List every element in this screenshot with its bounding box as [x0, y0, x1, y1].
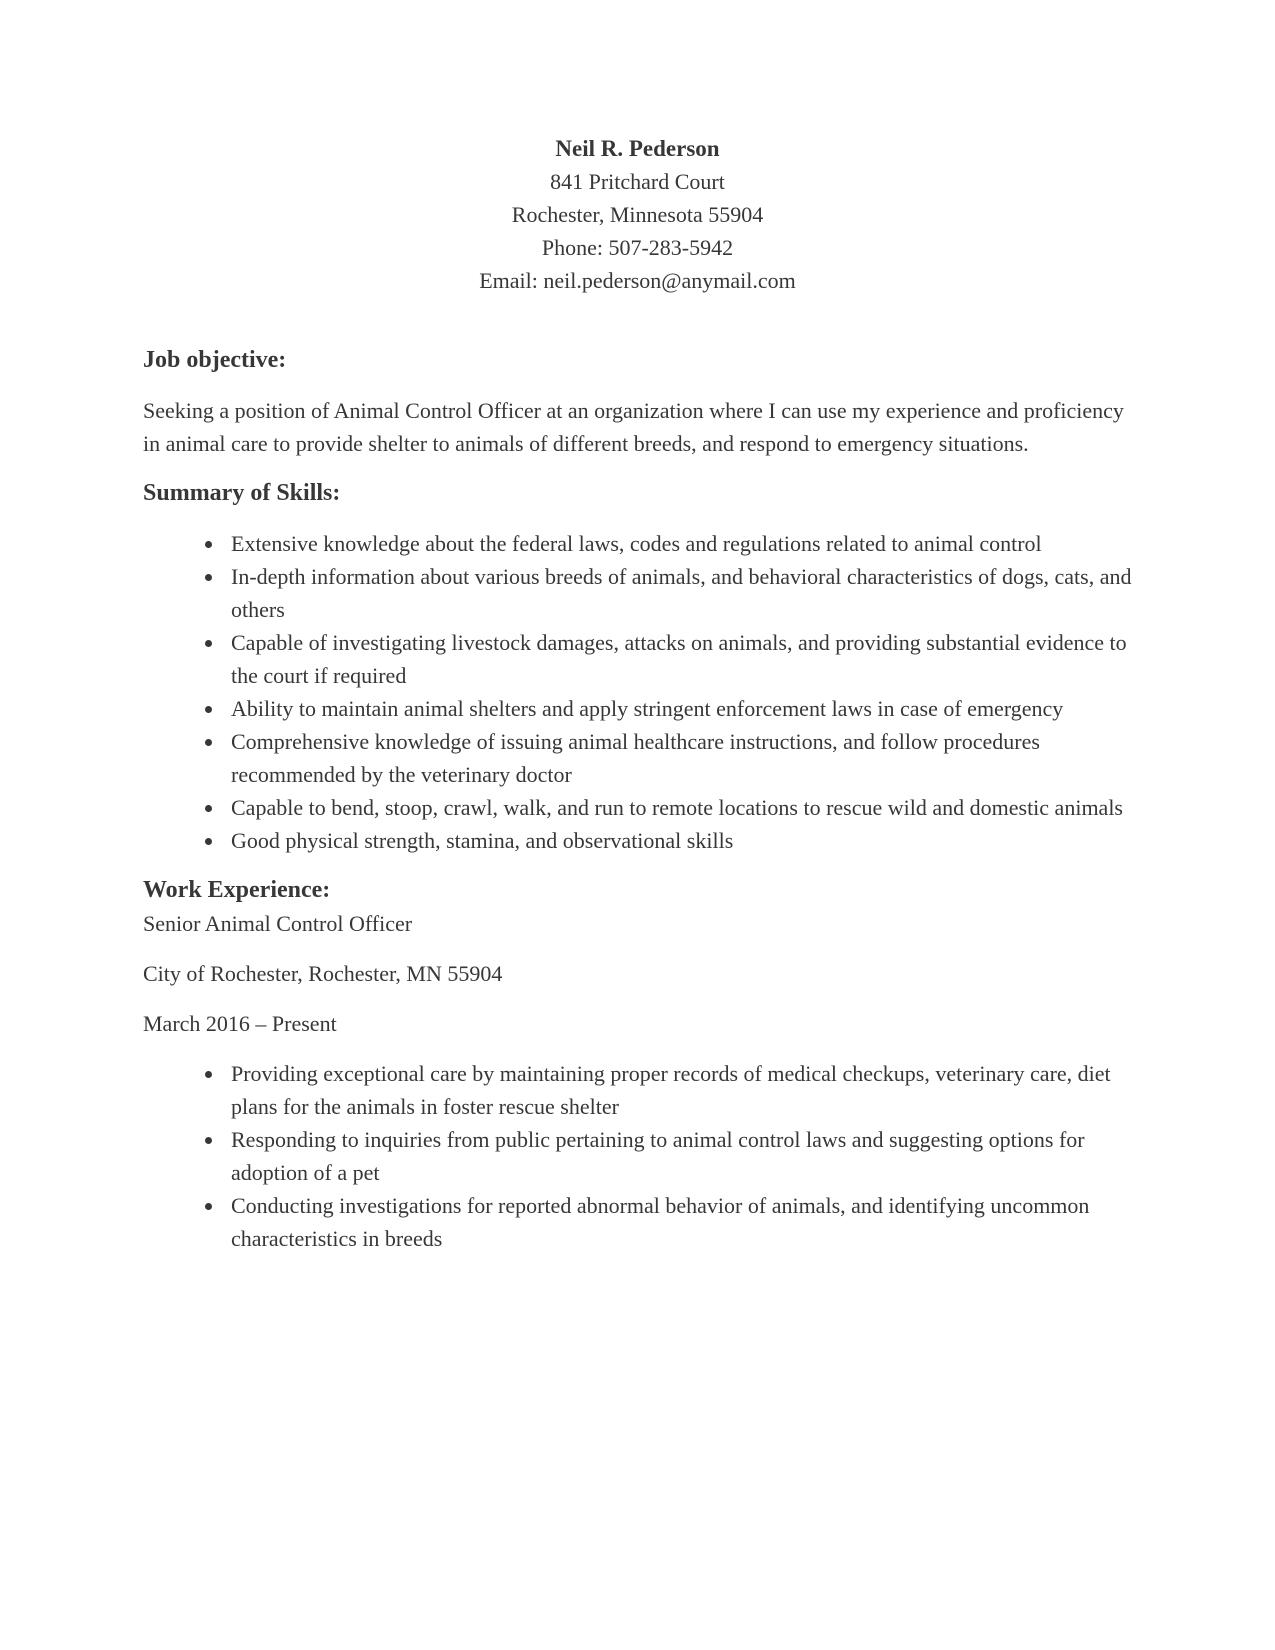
- skill-item: • Comprehensive knowledge of issuing animal healthcare instructions, and follow procedures recommended by the veterinary doctor: [225, 725, 1132, 791]
- job-objective-heading: Job objective:: [143, 347, 287, 373]
- experience-item: • Responding to inquiries from public pertaining to animal control laws and suggesting options for adoption of a pet: [225, 1123, 1132, 1189]
- contact-header: [143, 132, 1132, 297]
- skill-item: • Capable to bend, stoop, crawl, walk, and run to remote locations to rescue wild and domestic animals: [225, 791, 1132, 824]
- experience-item: • Providing exceptional care by maintaining proper records of medical checkups, veterinary care, diet plans for the animals in foster rescue shelter: [225, 1057, 1132, 1123]
- work-experience-list: [143, 1057, 1132, 1255]
- summary-of-skills-heading: Summary of Skills:: [143, 480, 341, 506]
- work-experience-heading: Work Experience:: [143, 877, 331, 903]
- person-name: Neil R. Pederson: [555, 136, 720, 161]
- job-objective-text: Seeking a position of Animal Control Officer at an organization where I can use my experience and proficiency in animal care to provide shelter to animals of different breeds, and respond to emergency situations.: [143, 398, 1124, 456]
- employment-dates: March 2016 – Present: [143, 1011, 337, 1036]
- address-line: 841 Pritchard Court: [550, 169, 725, 194]
- job-title: Senior Animal Control Officer: [143, 911, 413, 936]
- skill-item: • Ability to maintain animal shelters and apply stringent enforcement laws in case of emergency: [225, 692, 1132, 725]
- skill-item: • In-depth information about various breeds of animals, and behavioral characteristics of dogs, cats, and others: [225, 560, 1132, 626]
- skill-item: • Extensive knowledge about the federal laws, codes and regulations related to animal control: [225, 527, 1132, 560]
- skill-item: • Good physical strength, stamina, and observational skills: [225, 824, 1132, 857]
- email-line: Email: neil.pederson@anymail.com: [479, 268, 796, 293]
- phone-line: Phone: 507-283-5942: [541, 235, 734, 260]
- city-state-zip-line: Rochester, Minnesota 55904: [511, 202, 764, 227]
- experience-item: • Conducting investigations for reported abnormal behavior of animals, and identifying uncommon characteristics in breeds: [225, 1189, 1132, 1255]
- skill-item: • Capable of investigating livestock damages, attacks on animals, and providing substantial evidence to the court if required: [225, 626, 1132, 692]
- employer-line: City of Rochester, Rochester, MN 55904: [143, 961, 503, 986]
- skills-list: [143, 527, 1132, 857]
